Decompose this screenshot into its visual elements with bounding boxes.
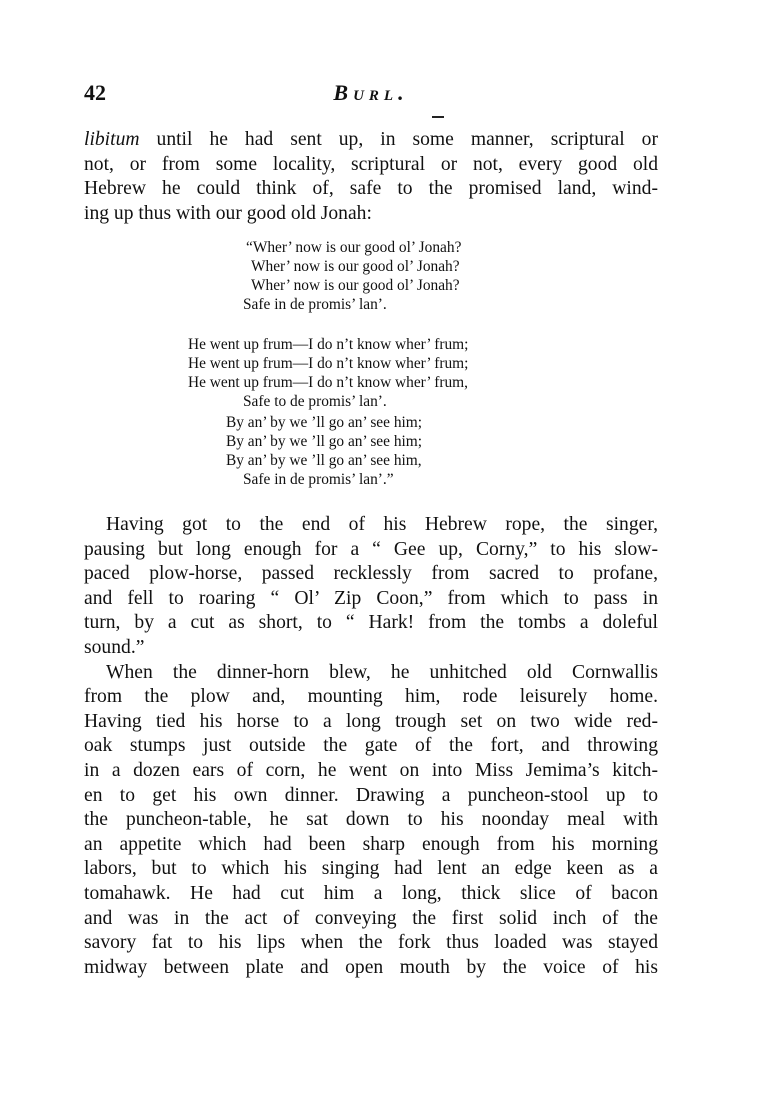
- running-head: [84, 80, 658, 110]
- text-line: en to get his own dinner. Drawing a puncheon-stool up to: [84, 784, 658, 806]
- poem-line: By an’ by we ’ll go an’ see him;: [226, 433, 423, 450]
- text-line: paced plow-horse, passed recklessly from sacred to profane,: [84, 563, 658, 585]
- text-line: [84, 128, 658, 153]
- text-line: Having got to the end of his Hebrew rope, the singer,: [106, 514, 658, 535]
- text-line: Hebrew he could think of, safe to the promised land, wind-: [84, 178, 658, 200]
- text-line: the puncheon-table, he sat down to his noonday meal with: [84, 809, 658, 831]
- text-line: not, or from some locality, scriptural or not, every good old: [84, 153, 658, 175]
- text-line: savory fat to his lips when the fork thus loaded was stayed: [84, 932, 658, 954]
- text-line: in a dozen ears of corn, he went on into Miss Jemima’s kitch-: [84, 759, 658, 781]
- text-line: pausing but long enough for a “ Gee up, Corny,” to his slow-: [84, 538, 658, 560]
- poem-line: By an’ by we ’ll go an’ see him;: [226, 414, 423, 431]
- text-line: sound.”: [84, 636, 145, 658]
- poem-line: Wher’ now is our good ol’ Jonah?: [251, 258, 460, 275]
- paragraph-1: [84, 513, 658, 661]
- text-line: midway between plate and open mouth by the voice of his: [84, 956, 658, 978]
- text-line: ing up thus with our good old Jonah:: [84, 202, 372, 224]
- text-line: oak stumps just outside the gate of the fort, and throwing: [84, 735, 658, 757]
- text-line: and was in the act of conveying the first solid inch of the: [84, 907, 658, 929]
- paragraph-2: [84, 661, 658, 981]
- text-line: an appetite which had been sharp enough from his morning: [84, 833, 658, 855]
- poem-line: “Wher’ now is our good ol’ Jonah?: [246, 239, 462, 256]
- poem-line: Safe in de promis’ lan’.: [243, 296, 387, 313]
- text-line: and fell to roaring “ Ol’ Zip Coon,” from which to pass in: [84, 587, 658, 609]
- italic-word: libitum: [84, 129, 140, 150]
- text-line: When the dinner-horn blew, he unhitched old Cornwallis: [106, 661, 658, 683]
- poem-line: He went up frum—I do n’t know wher’ frum;: [188, 336, 469, 353]
- header-rule: [432, 116, 444, 118]
- poem-line: Safe in de promis’ lan’.”: [243, 471, 394, 488]
- page-number: 42: [84, 80, 106, 105]
- text-line: turn, by a cut as short, to “ Hark! from the tombs a doleful: [84, 612, 658, 634]
- poem-line: Safe to de promis’ lan’.: [243, 393, 387, 410]
- poem-line: Wher’ now is our good ol’ Jonah?: [251, 277, 460, 294]
- running-title: Burl.: [333, 80, 409, 105]
- text-line: tomahawk. He had cut him a long, thick slice of bacon: [84, 882, 658, 904]
- text-line: labors, but to which his singing had lent an edge keen as a: [84, 858, 658, 880]
- opening-paragraph: [84, 128, 658, 226]
- body-paragraphs: [84, 513, 658, 980]
- poem-line: He went up frum—I do n’t know wher’ frum,: [188, 374, 468, 391]
- poem-line: By an’ by we ’ll go an’ see him,: [226, 452, 422, 469]
- poem-line: He went up frum—I do n’t know wher’ frum;: [188, 355, 469, 372]
- text-line: Having tied his horse to a long trough set on two wide red-: [84, 710, 658, 732]
- text-line: from the plow and, mounting him, rode leisurely home.: [84, 686, 658, 708]
- text-span: until he had sent up, in some manner, scriptural or: [139, 129, 658, 150]
